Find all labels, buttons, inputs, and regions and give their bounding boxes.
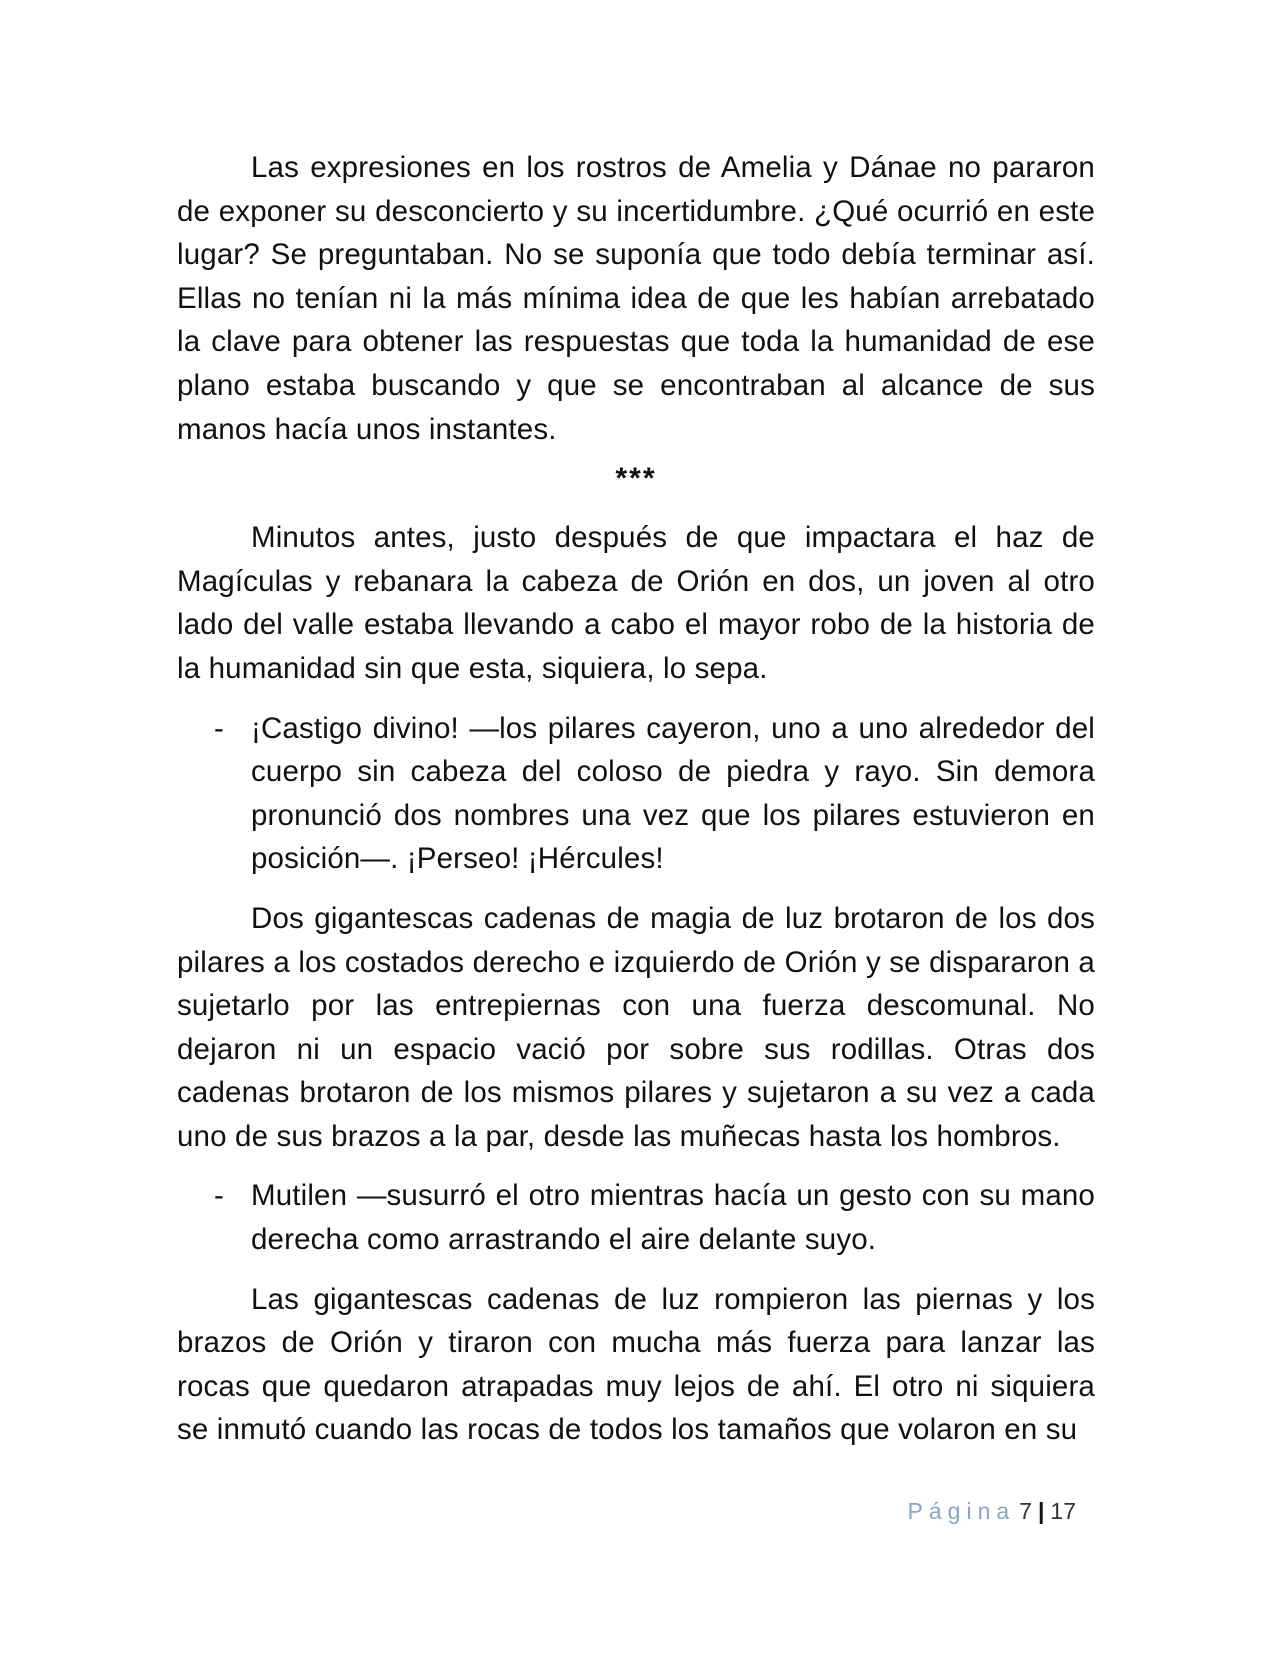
paragraph-1: Las expresiones en los rostros de Amelia y Dánae no pararon de exponer su desconcierto y su incertidumbre. ¿Qué ocurrió en este lugar? Se preguntaban. No se suponía que todo debía terminar así. Ellas no tenían ni la más mínima idea de que les habían arrebatado la clave para obtener las respuestas que toda la humanidad de ese plano estaba buscando y que se encontraban al alcance de sus manos hacía unos instantes. (177, 151, 1095, 446)
dialogue-2-text: Mutilen —susurró el otro mientras hacía un gesto con su mano derecha como arrastrando el aire delante suyo. (251, 1179, 1095, 1257)
page-separator: | (1037, 1498, 1045, 1524)
dialogue-dash: - (214, 1179, 224, 1213)
spacer (177, 1158, 1095, 1174)
body-text (177, 146, 1095, 1452)
paragraph-3: Dos gigantescas cadenas de magia de luz brotaron de los dos pilares a los costados derecho e izquierdo de Orión y se dispararon a sujetarlo por las entrepiernas con una fuerza descomunal. No dejaron ni un espacio vació por sobre sus rodillas. Otras dos cadenas brotaron de los mismos pilares y sujetaron a su vez a cada uno de sus brazos a la par, desde las muñecas hasta los hombros. (177, 901, 1095, 1153)
total-pages: 17 (1050, 1498, 1076, 1524)
scene-separator: *** (615, 462, 657, 496)
page-number: 7 (1019, 1498, 1032, 1524)
dialogue-dash: - (214, 711, 224, 745)
dialogue-2 (177, 1174, 1095, 1261)
spacer (177, 691, 1095, 707)
spacer (177, 1262, 1095, 1278)
page-footer (0, 1497, 1076, 1525)
page-label: Página (907, 1498, 1016, 1524)
paragraph-2: Minutos antes, justo después de que impactara el haz de Magículas y rebanara la cabeza de Orión en dos, un joven al otro lado del valle estaba llevando a cabo el mayor robo de la historia de la humanidad sin que esta, siquiera, lo sepa. (177, 521, 1095, 685)
paragraph-4: Las gigantescas cadenas de luz rompieron las piernas y los brazos de Orión y tiraron con mucha más fuerza para lanzar las rocas que quedaron atrapadas muy lejos de ahí. El otro ni siquiera se inmutó cuando las rocas de todos los tamaños que volaron en su (177, 1282, 1095, 1447)
dialogue-1 (177, 707, 1095, 881)
dialogue-1-text: ¡Castigo divino! —los pilares cayeron, uno a uno alrededor del cuerpo sin cabeza del coloso de piedra y rayo. Sin demora pronunció dos nombres una vez que los pilares estuvieron en posición—. ¡Perseo! ¡Hércules! (251, 711, 1095, 876)
spacer (177, 881, 1095, 897)
